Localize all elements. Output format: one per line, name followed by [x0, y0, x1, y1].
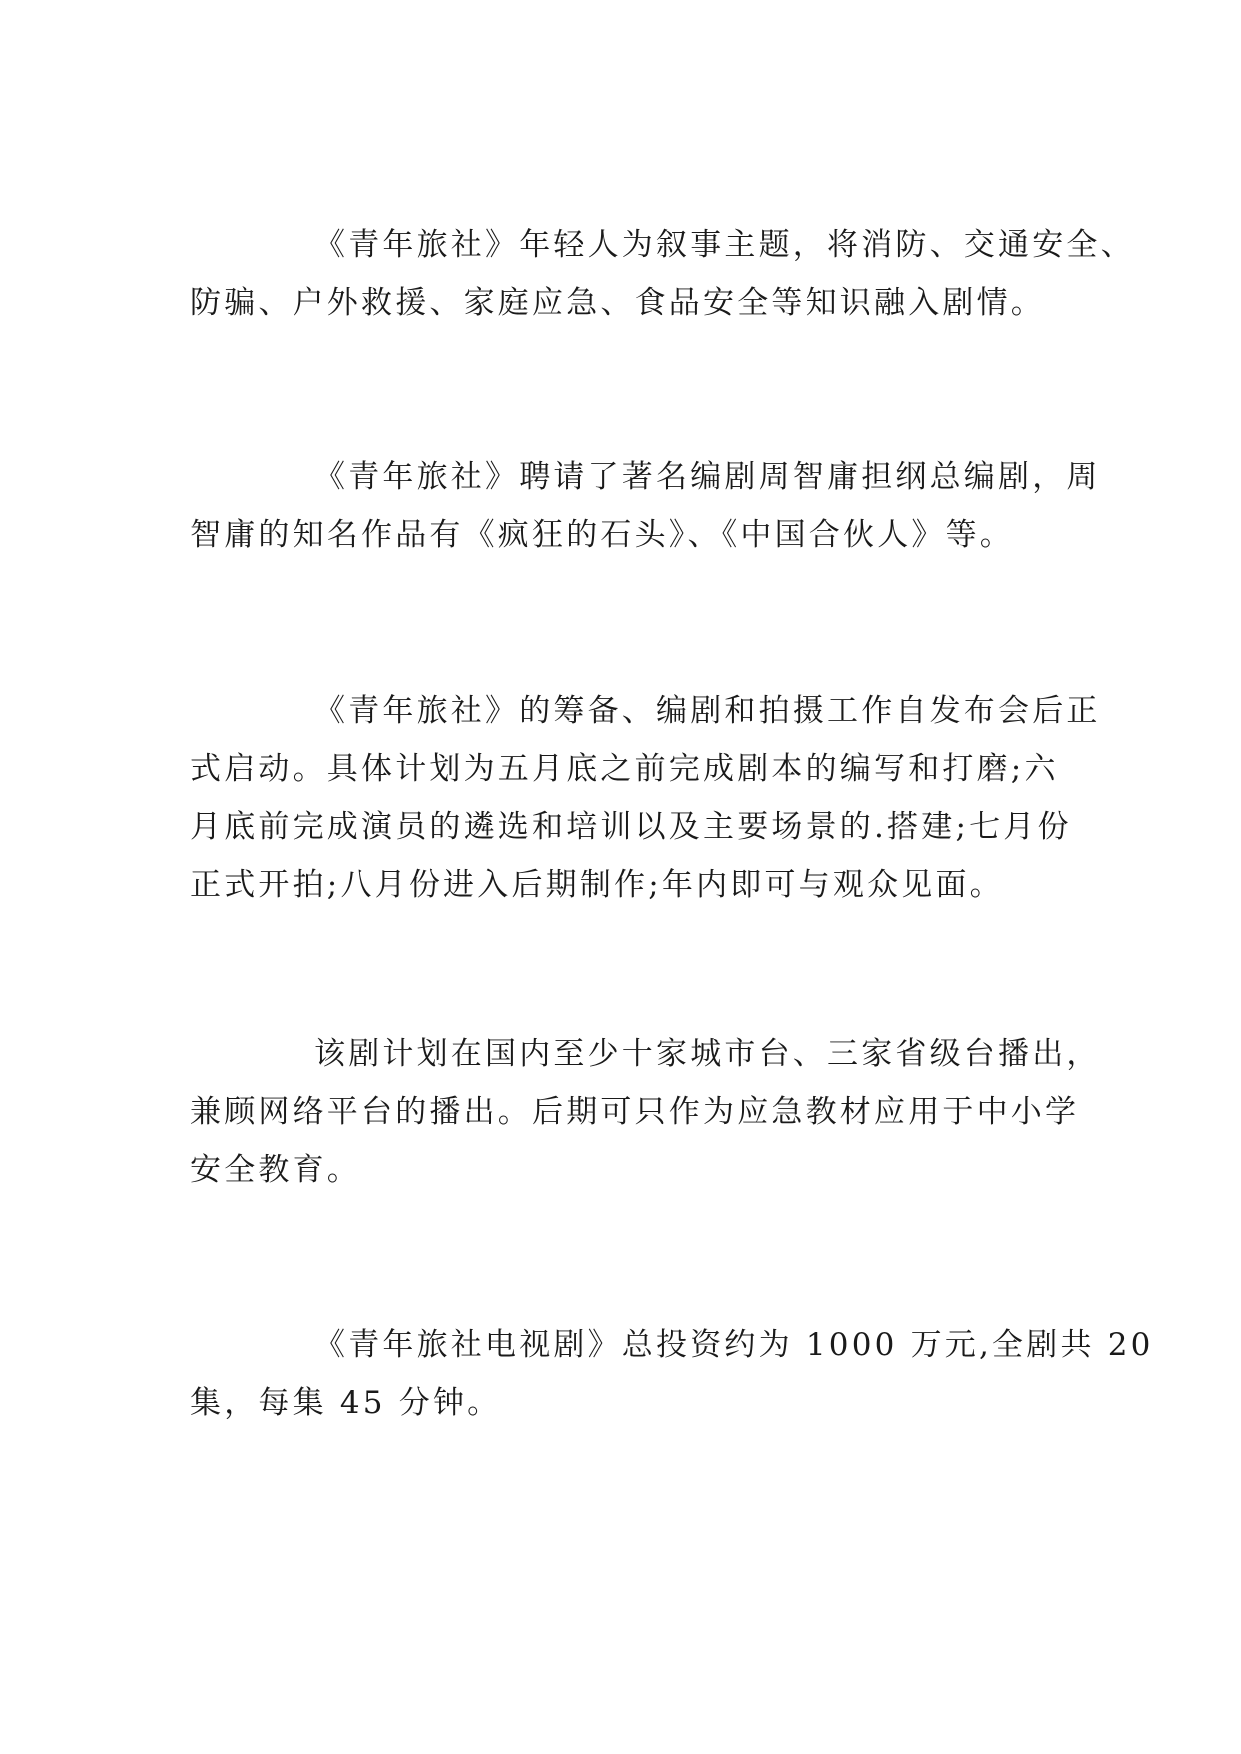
paragraph-line: 防骗、户外救援、家庭应急、食品安全等知识融入剧情。: [190, 285, 1045, 321]
paragraph-line: 《青年旅社》聘请了著名编剧周智庸担纲总编剧，周: [314, 459, 1101, 495]
paragraph-theme: [190, 216, 1135, 332]
paragraph-line: 式启动。具体计划为五月底之前完成剧本的编写和打磨;六: [190, 751, 1059, 787]
paragraph-line: 《青年旅社》的筹备、编剧和拍摄工作自发布会后正: [314, 693, 1101, 729]
paragraph-line: 安全教育。: [190, 1152, 361, 1188]
paragraph-line: 该剧计划在国内至少十家城市台、三家省级台播出，: [314, 1036, 1101, 1072]
paragraph-line: 《青年旅社》年轻人为叙事主题，将消防、交通安全、: [314, 227, 1135, 263]
paragraph-line: 智庸的知名作品有《疯狂的石头》、《中国合伙人》等。: [190, 517, 1014, 553]
paragraph-broadcast: [190, 1025, 1101, 1199]
paragraph-line: 正式开拍;八月份进入后期制作;年内即可与观众见面。: [190, 867, 1004, 903]
paragraph-screenwriter: [190, 448, 1101, 564]
paragraph-investment: [190, 1316, 1154, 1432]
paragraph-line: 月底前完成演员的遴选和培训以及主要场景的.搭建;七月份: [190, 809, 1072, 845]
paragraph-schedule: [190, 682, 1101, 914]
paragraph-line: 集，每集 45 分钟。: [190, 1385, 502, 1421]
paragraph-line: 兼顾网络平台的播出。后期可只作为应急教材应用于中小学: [190, 1094, 1080, 1130]
paragraph-line: 《青年旅社电视剧》总投资约为 1000 万元,全剧共 20: [314, 1327, 1154, 1363]
